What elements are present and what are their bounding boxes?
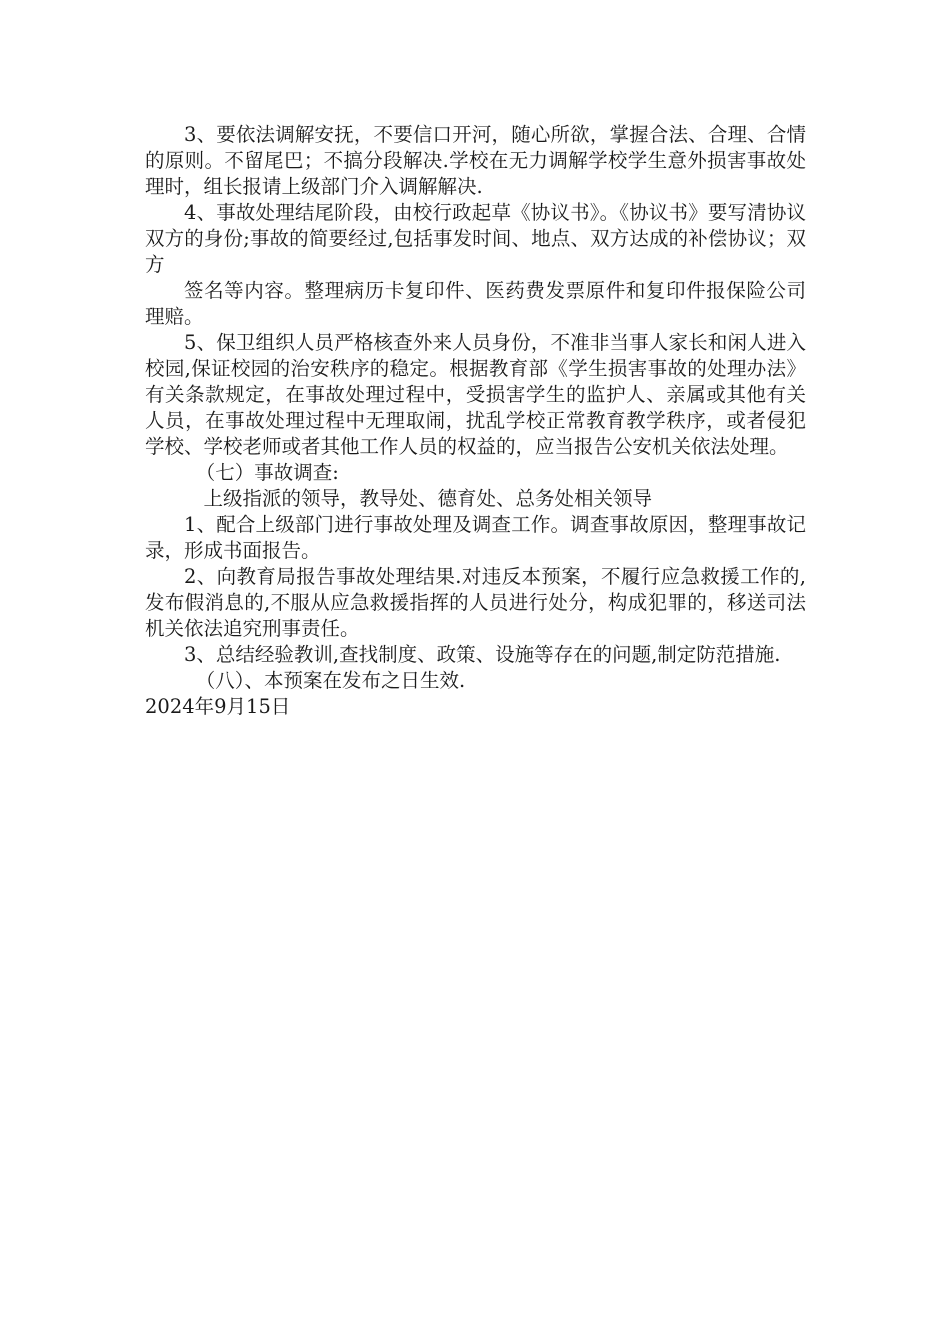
paragraph-mediation-principles: 3、要依法调解安抚，不要信口开河，随心所欲，掌握合法、合理、合情的原则。不留尾巴；不搞分段解决.学校在无力调解学校学生意外损害事故处理时，组长报请上级部门介入调解解决. — [145, 123, 806, 198]
document-body — [145, 122, 806, 720]
paragraph-agreement-drafting: 4、事故处理结尾阶段，由校行政起草《协议书》。《协议书》要写清协议双方的身份;事故的简要经过,包括事发时间、地点、双方达成的补偿协议；双方 — [145, 201, 806, 276]
paragraph-report-results: 2、向教育局报告事故处理结果.对违反本预案，不履行应急救援工作的,发布假消息的,不服从应急救援指挥的人员进行处分，构成犯罪的，移送司法机关依法追究刑事责任。 — [145, 565, 806, 640]
paragraph-investigation-leaders: 上级指派的领导，教导处、德育处、总务处相关领导 — [203, 487, 653, 510]
section-heading-effective: （八）、本预案在发布之日生效. — [195, 669, 466, 692]
paragraph-security-verification: 5、保卫组织人员严格核查外来人员身份，不准非当事人家长和闲人进入校园,保证校园的治安秩序的稳定。根据教育部《学生损害事故的处理办法》有关条款规定，在事故处理过程中，受损害学生的监护人、亲属或其他有关人员，在事故处理过程中无理取闹，扰乱学校正常教育教学秩序，或者侵犯学校、学校老师或者其他工作人员的权益的，应当报告公安机关依法处理。 — [145, 331, 806, 458]
document-date: 2024年9月15日 — [145, 695, 291, 718]
paragraph-cooperate-investigation: 1、配合上级部门进行事故处理及调查工作。调查事故原因，整理事故记录，形成书面报告。 — [145, 513, 806, 562]
paragraph-summarize-lessons: 3、总结经验教训,查找制度、政策、设施等存在的问题,制定防范措施. — [184, 643, 781, 666]
section-heading-investigation: （七）事故调查: — [195, 461, 339, 484]
paragraph-signature-insurance: 签名等内容。整理病历卡复印件、医药费发票原件和复印件报保险公司理赔。 — [145, 279, 806, 328]
